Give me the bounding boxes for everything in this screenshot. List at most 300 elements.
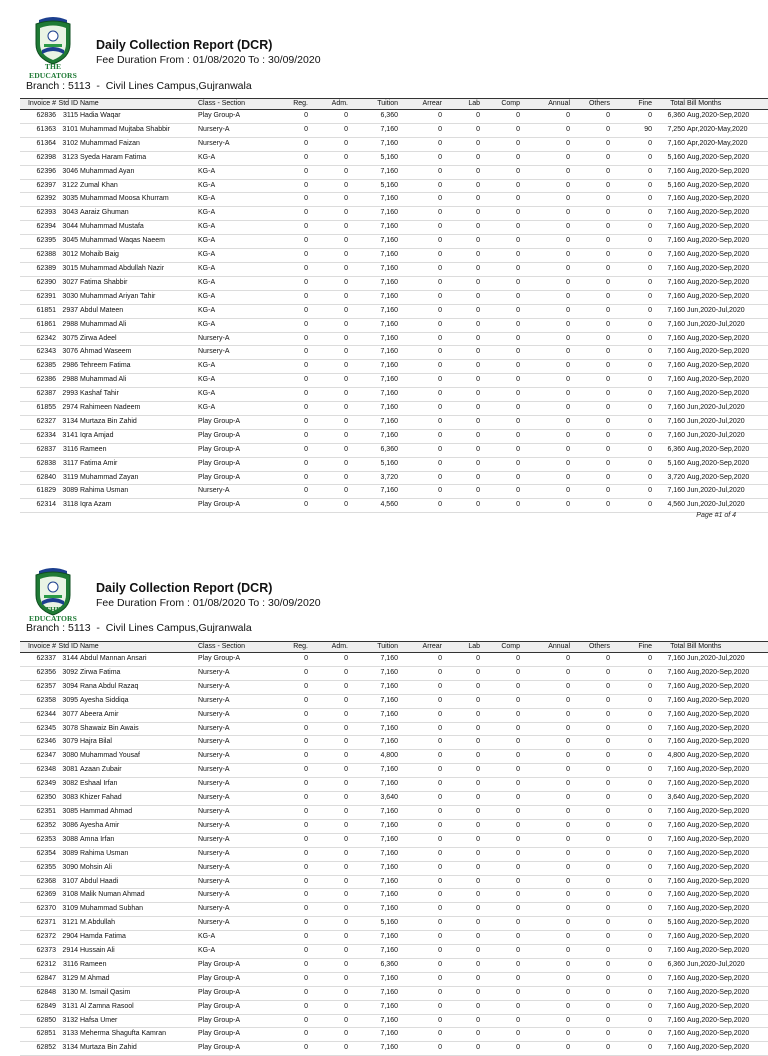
cell-adm: 0 bbox=[309, 903, 349, 917]
cell-comp: 0 bbox=[481, 374, 521, 388]
column-header-class-section: Class - Section bbox=[197, 642, 277, 653]
cell-adm: 0 bbox=[309, 861, 349, 875]
cell-class-section: Play Group-A bbox=[197, 1014, 277, 1028]
cell-tuition: 7,160 bbox=[349, 165, 399, 179]
cell-total: 7,250 bbox=[653, 123, 686, 137]
cell-total: 7,160 bbox=[653, 833, 686, 847]
cell-total: 7,160 bbox=[653, 360, 686, 374]
cell-fine: 0 bbox=[611, 694, 653, 708]
cell-tuition: 7,160 bbox=[349, 778, 399, 792]
cell-others: 0 bbox=[571, 249, 611, 263]
cell-comp: 0 bbox=[481, 653, 521, 667]
cell-lab: 0 bbox=[443, 778, 481, 792]
cell-name: Hamda Fatima bbox=[79, 931, 197, 945]
cell-bill-months: Aug,2020-Sep,2020 bbox=[686, 276, 768, 290]
cell-invoice: 62351 bbox=[20, 805, 57, 819]
cell-name: Syeda Haram Fatima bbox=[79, 151, 197, 165]
cell-comp: 0 bbox=[481, 499, 521, 513]
cell-reg: 0 bbox=[277, 1028, 309, 1042]
cell-invoice: 62353 bbox=[20, 833, 57, 847]
cell-reg: 0 bbox=[277, 986, 309, 1000]
cell-annual: 0 bbox=[521, 415, 571, 429]
cell-lab: 0 bbox=[443, 110, 481, 124]
cell-fine: 0 bbox=[611, 903, 653, 917]
cell-comp: 0 bbox=[481, 792, 521, 806]
cell-others: 0 bbox=[571, 179, 611, 193]
cell-fine: 0 bbox=[611, 262, 653, 276]
cell-adm: 0 bbox=[309, 694, 349, 708]
cell-invoice: 62391 bbox=[20, 290, 57, 304]
cell-reg: 0 bbox=[277, 833, 309, 847]
cell-others: 0 bbox=[571, 429, 611, 443]
cell-lab: 0 bbox=[443, 402, 481, 416]
cell-reg: 0 bbox=[277, 847, 309, 861]
table-row bbox=[20, 402, 768, 416]
cell-bill-months: Jun,2020-Jul,2020 bbox=[686, 653, 768, 667]
cell-invoice: 62371 bbox=[20, 917, 57, 931]
cell-adm: 0 bbox=[309, 249, 349, 263]
cell-others: 0 bbox=[571, 1028, 611, 1042]
cell-tuition: 7,160 bbox=[349, 249, 399, 263]
cell-annual: 0 bbox=[521, 221, 571, 235]
cell-reg: 0 bbox=[277, 694, 309, 708]
cell-std-id: 3044 bbox=[57, 221, 79, 235]
cell-fine: 0 bbox=[611, 889, 653, 903]
cell-reg: 0 bbox=[277, 471, 309, 485]
cell-annual: 0 bbox=[521, 708, 571, 722]
cell-total: 6,360 bbox=[653, 110, 686, 124]
cell-comp: 0 bbox=[481, 917, 521, 931]
column-header-reg: Reg. bbox=[277, 99, 309, 110]
cell-lab: 0 bbox=[443, 903, 481, 917]
column-header-bill-months: Bill Months bbox=[686, 642, 768, 653]
cell-name: Muhammad Ariyan Tahir bbox=[79, 290, 197, 304]
cell-name: Tehreem Fatima bbox=[79, 360, 197, 374]
cell-others: 0 bbox=[571, 736, 611, 750]
cell-class-section: Nursery-A bbox=[197, 750, 277, 764]
cell-comp: 0 bbox=[481, 262, 521, 276]
cell-class-section: Nursery-A bbox=[197, 833, 277, 847]
cell-arrear: 0 bbox=[399, 1042, 443, 1056]
cell-tuition: 4,560 bbox=[349, 499, 399, 513]
cell-fine: 0 bbox=[611, 708, 653, 722]
cell-class-section: KG-A bbox=[197, 165, 277, 179]
cell-fine: 0 bbox=[611, 235, 653, 249]
table-row bbox=[20, 123, 768, 137]
cell-tuition: 7,160 bbox=[349, 290, 399, 304]
cell-fine: 90 bbox=[611, 123, 653, 137]
cell-tuition: 7,160 bbox=[349, 415, 399, 429]
column-header-lab: Lab bbox=[443, 642, 481, 653]
cell-tuition: 7,160 bbox=[349, 137, 399, 151]
cell-total: 7,160 bbox=[653, 931, 686, 945]
table-row bbox=[20, 653, 768, 667]
cell-std-id: 3117 bbox=[57, 457, 79, 471]
cell-annual: 0 bbox=[521, 805, 571, 819]
cell-reg: 0 bbox=[277, 318, 309, 332]
cell-name: Rana Abdul Razaq bbox=[79, 680, 197, 694]
cell-invoice: 62337 bbox=[20, 653, 57, 667]
cell-adm: 0 bbox=[309, 750, 349, 764]
cell-annual: 0 bbox=[521, 402, 571, 416]
cell-invoice: 62386 bbox=[20, 374, 57, 388]
cell-arrear: 0 bbox=[399, 708, 443, 722]
cell-invoice: 61855 bbox=[20, 402, 57, 416]
cell-adm: 0 bbox=[309, 262, 349, 276]
cell-invoice: 62342 bbox=[20, 332, 57, 346]
cell-fine: 0 bbox=[611, 986, 653, 1000]
cell-name: Zumal Khan bbox=[79, 179, 197, 193]
cell-others: 0 bbox=[571, 861, 611, 875]
cell-tuition: 7,160 bbox=[349, 207, 399, 221]
cell-invoice: 62848 bbox=[20, 986, 57, 1000]
table-row bbox=[20, 151, 768, 165]
cell-tuition: 7,160 bbox=[349, 889, 399, 903]
cell-reg: 0 bbox=[277, 722, 309, 736]
cell-annual: 0 bbox=[521, 165, 571, 179]
cell-class-section: Nursery-A bbox=[197, 903, 277, 917]
cell-total: 7,160 bbox=[653, 736, 686, 750]
cell-adm: 0 bbox=[309, 485, 349, 499]
cell-total: 7,160 bbox=[653, 875, 686, 889]
table-row bbox=[20, 262, 768, 276]
cell-name: Iqra Azam bbox=[79, 499, 197, 513]
cell-arrear: 0 bbox=[399, 123, 443, 137]
cell-lab: 0 bbox=[443, 736, 481, 750]
cell-comp: 0 bbox=[481, 750, 521, 764]
cell-fine: 0 bbox=[611, 249, 653, 263]
cell-total: 7,160 bbox=[653, 207, 686, 221]
cell-adm: 0 bbox=[309, 110, 349, 124]
cell-std-id: 3030 bbox=[57, 290, 79, 304]
cell-reg: 0 bbox=[277, 429, 309, 443]
cell-lab: 0 bbox=[443, 360, 481, 374]
cell-comp: 0 bbox=[481, 778, 521, 792]
cell-class-section: Nursery-A bbox=[197, 847, 277, 861]
cell-others: 0 bbox=[571, 722, 611, 736]
cell-std-id: 3121 bbox=[57, 917, 79, 931]
cell-bill-months: Aug,2020-Sep,2020 bbox=[686, 805, 768, 819]
cell-name: Murtaza Bin Zahid bbox=[79, 1042, 197, 1056]
cell-bill-months: Aug,2020-Sep,2020 bbox=[686, 847, 768, 861]
cell-annual: 0 bbox=[521, 332, 571, 346]
cell-lab: 0 bbox=[443, 123, 481, 137]
cell-lab: 0 bbox=[443, 847, 481, 861]
cell-others: 0 bbox=[571, 151, 611, 165]
column-header-name: Name bbox=[79, 642, 197, 653]
cell-std-id: 3035 bbox=[57, 193, 79, 207]
cell-adm: 0 bbox=[309, 276, 349, 290]
cell-tuition: 7,160 bbox=[349, 861, 399, 875]
table-row bbox=[20, 778, 768, 792]
cell-invoice: 62847 bbox=[20, 972, 57, 986]
cell-lab: 0 bbox=[443, 819, 481, 833]
cell-adm: 0 bbox=[309, 318, 349, 332]
cell-reg: 0 bbox=[277, 792, 309, 806]
cell-fine: 0 bbox=[611, 972, 653, 986]
cell-arrear: 0 bbox=[399, 972, 443, 986]
column-header-annual: Annual bbox=[521, 642, 571, 653]
cell-comp: 0 bbox=[481, 889, 521, 903]
cell-others: 0 bbox=[571, 750, 611, 764]
cell-tuition: 7,160 bbox=[349, 1028, 399, 1042]
cell-reg: 0 bbox=[277, 708, 309, 722]
cell-std-id: 3108 bbox=[57, 889, 79, 903]
cell-std-id: 3101 bbox=[57, 123, 79, 137]
cell-others: 0 bbox=[571, 986, 611, 1000]
table-row bbox=[20, 332, 768, 346]
cell-invoice: 62388 bbox=[20, 249, 57, 263]
table-row bbox=[20, 249, 768, 263]
cell-adm: 0 bbox=[309, 680, 349, 694]
table-row bbox=[20, 1028, 768, 1042]
cell-lab: 0 bbox=[443, 276, 481, 290]
cell-class-section: Nursery-A bbox=[197, 123, 277, 137]
cell-total: 7,160 bbox=[653, 1014, 686, 1028]
cell-lab: 0 bbox=[443, 889, 481, 903]
cell-invoice: 62390 bbox=[20, 276, 57, 290]
table-row bbox=[20, 958, 768, 972]
report-title: Daily Collection Report (DCR) bbox=[96, 38, 273, 52]
cell-bill-months: Aug,2020-Sep,2020 bbox=[686, 443, 768, 457]
cell-comp: 0 bbox=[481, 1042, 521, 1056]
cell-tuition: 7,160 bbox=[349, 429, 399, 443]
cell-class-section: KG-A bbox=[197, 931, 277, 945]
cell-fine: 0 bbox=[611, 151, 653, 165]
cell-name: Azaan Zubair bbox=[79, 764, 197, 778]
cell-lab: 0 bbox=[443, 193, 481, 207]
cell-reg: 0 bbox=[277, 165, 309, 179]
cell-invoice: 62389 bbox=[20, 262, 57, 276]
cell-lab: 0 bbox=[443, 792, 481, 806]
cell-total: 3,640 bbox=[653, 792, 686, 806]
cell-lab: 0 bbox=[443, 207, 481, 221]
cell-adm: 0 bbox=[309, 1042, 349, 1056]
cell-bill-months: Aug,2020-Sep,2020 bbox=[686, 764, 768, 778]
cell-bill-months: Aug,2020-Sep,2020 bbox=[686, 708, 768, 722]
cell-bill-months: Aug,2020-Sep,2020 bbox=[686, 388, 768, 402]
cell-lab: 0 bbox=[443, 764, 481, 778]
cell-arrear: 0 bbox=[399, 792, 443, 806]
cell-lab: 0 bbox=[443, 931, 481, 945]
column-header-tuition: Tuition bbox=[349, 642, 399, 653]
cell-invoice: 62836 bbox=[20, 110, 57, 124]
cell-adm: 0 bbox=[309, 360, 349, 374]
cell-invoice: 62369 bbox=[20, 889, 57, 903]
cell-fine: 0 bbox=[611, 778, 653, 792]
table-row bbox=[20, 680, 768, 694]
cell-std-id: 2993 bbox=[57, 388, 79, 402]
cell-annual: 0 bbox=[521, 235, 571, 249]
column-header-adm: Adm. bbox=[309, 642, 349, 653]
cell-comp: 0 bbox=[481, 945, 521, 959]
cell-class-section: KG-A bbox=[197, 374, 277, 388]
cell-std-id: 3107 bbox=[57, 875, 79, 889]
cell-arrear: 0 bbox=[399, 429, 443, 443]
cell-tuition: 7,160 bbox=[349, 374, 399, 388]
cell-bill-months: Aug,2020-Sep,2020 bbox=[686, 179, 768, 193]
cell-bill-months: Aug,2020-Sep,2020 bbox=[686, 792, 768, 806]
cell-tuition: 7,160 bbox=[349, 722, 399, 736]
cell-invoice: 62355 bbox=[20, 861, 57, 875]
cell-adm: 0 bbox=[309, 653, 349, 667]
cell-total: 6,360 bbox=[653, 958, 686, 972]
cell-adm: 0 bbox=[309, 179, 349, 193]
cell-name: Muhammad Ayan bbox=[79, 165, 197, 179]
cell-reg: 0 bbox=[277, 499, 309, 513]
cell-annual: 0 bbox=[521, 861, 571, 875]
cell-name: Muhammad Faizan bbox=[79, 137, 197, 151]
cell-bill-months: Aug,2020-Sep,2020 bbox=[686, 736, 768, 750]
cell-std-id: 3119 bbox=[57, 471, 79, 485]
cell-bill-months: Aug,2020-Sep,2020 bbox=[686, 972, 768, 986]
cell-invoice: 61363 bbox=[20, 123, 57, 137]
cell-bill-months: Aug,2020-Sep,2020 bbox=[686, 165, 768, 179]
cell-arrear: 0 bbox=[399, 137, 443, 151]
cell-annual: 0 bbox=[521, 485, 571, 499]
branch-line: Branch : 5113 - Civil Lines Campus,Gujranwala bbox=[26, 622, 252, 634]
cell-comp: 0 bbox=[481, 819, 521, 833]
cell-fine: 0 bbox=[611, 374, 653, 388]
cell-lab: 0 bbox=[443, 833, 481, 847]
cell-class-section: KG-A bbox=[197, 290, 277, 304]
cell-invoice: 62346 bbox=[20, 736, 57, 750]
cell-lab: 0 bbox=[443, 179, 481, 193]
cell-bill-months: Aug,2020-Sep,2020 bbox=[686, 945, 768, 959]
cell-total: 7,160 bbox=[653, 332, 686, 346]
cell-lab: 0 bbox=[443, 443, 481, 457]
cell-invoice: 62372 bbox=[20, 931, 57, 945]
cell-std-id: 3045 bbox=[57, 235, 79, 249]
table-row bbox=[20, 290, 768, 304]
cell-total: 7,160 bbox=[653, 945, 686, 959]
cell-others: 0 bbox=[571, 374, 611, 388]
cell-arrear: 0 bbox=[399, 917, 443, 931]
cell-reg: 0 bbox=[277, 332, 309, 346]
cell-bill-months: Aug,2020-Sep,2020 bbox=[686, 457, 768, 471]
cell-reg: 0 bbox=[277, 1000, 309, 1014]
cell-adm: 0 bbox=[309, 666, 349, 680]
cell-comp: 0 bbox=[481, 429, 521, 443]
cell-annual: 0 bbox=[521, 764, 571, 778]
cell-std-id: 3132 bbox=[57, 1014, 79, 1028]
cell-name: Al Zamna Rasool bbox=[79, 1000, 197, 1014]
cell-comp: 0 bbox=[481, 137, 521, 151]
cell-comp: 0 bbox=[481, 471, 521, 485]
cell-others: 0 bbox=[571, 1042, 611, 1056]
cell-total: 7,160 bbox=[653, 653, 686, 667]
cell-reg: 0 bbox=[277, 485, 309, 499]
cell-class-section: Play Group-A bbox=[197, 415, 277, 429]
cell-lab: 0 bbox=[443, 750, 481, 764]
cell-class-section: Play Group-A bbox=[197, 972, 277, 986]
cell-arrear: 0 bbox=[399, 945, 443, 959]
cell-total: 7,160 bbox=[653, 485, 686, 499]
cell-class-section: Nursery-A bbox=[197, 137, 277, 151]
cell-arrear: 0 bbox=[399, 304, 443, 318]
cell-class-section: Nursery-A bbox=[197, 819, 277, 833]
cell-annual: 0 bbox=[521, 249, 571, 263]
cell-std-id: 3130 bbox=[57, 986, 79, 1000]
cell-others: 0 bbox=[571, 123, 611, 137]
cell-fine: 0 bbox=[611, 945, 653, 959]
cell-arrear: 0 bbox=[399, 903, 443, 917]
table-row bbox=[20, 499, 768, 513]
cell-comp: 0 bbox=[481, 332, 521, 346]
cell-arrear: 0 bbox=[399, 847, 443, 861]
cell-reg: 0 bbox=[277, 764, 309, 778]
cell-bill-months: Aug,2020-Sep,2020 bbox=[686, 249, 768, 263]
cell-class-section: KG-A bbox=[197, 945, 277, 959]
cell-lab: 0 bbox=[443, 290, 481, 304]
cell-lab: 0 bbox=[443, 221, 481, 235]
cell-tuition: 7,160 bbox=[349, 235, 399, 249]
cell-std-id: 3131 bbox=[57, 1000, 79, 1014]
cell-arrear: 0 bbox=[399, 778, 443, 792]
cell-arrear: 0 bbox=[399, 110, 443, 124]
cell-adm: 0 bbox=[309, 388, 349, 402]
cell-fine: 0 bbox=[611, 931, 653, 945]
cell-annual: 0 bbox=[521, 374, 571, 388]
cell-others: 0 bbox=[571, 290, 611, 304]
cell-adm: 0 bbox=[309, 304, 349, 318]
cell-adm: 0 bbox=[309, 235, 349, 249]
cell-others: 0 bbox=[571, 903, 611, 917]
cell-annual: 0 bbox=[521, 304, 571, 318]
cell-lab: 0 bbox=[443, 875, 481, 889]
cell-lab: 0 bbox=[443, 986, 481, 1000]
cell-others: 0 bbox=[571, 958, 611, 972]
cell-tuition: 3,720 bbox=[349, 471, 399, 485]
cell-lab: 0 bbox=[443, 485, 481, 499]
cell-tuition: 6,360 bbox=[349, 443, 399, 457]
cell-name: Hafsa Umer bbox=[79, 1014, 197, 1028]
cell-reg: 0 bbox=[277, 388, 309, 402]
cell-others: 0 bbox=[571, 360, 611, 374]
cell-annual: 0 bbox=[521, 471, 571, 485]
cell-total: 7,160 bbox=[653, 1028, 686, 1042]
cell-total: 7,160 bbox=[653, 429, 686, 443]
cell-class-section: Play Group-A bbox=[197, 653, 277, 667]
cell-adm: 0 bbox=[309, 972, 349, 986]
table-row bbox=[20, 861, 768, 875]
cell-name: Rahimeen Nadeem bbox=[79, 402, 197, 416]
column-header-bill-months: Bill Months bbox=[686, 99, 768, 110]
cell-comp: 0 bbox=[481, 1028, 521, 1042]
cell-annual: 0 bbox=[521, 722, 571, 736]
cell-comp: 0 bbox=[481, 402, 521, 416]
cell-invoice: 62387 bbox=[20, 388, 57, 402]
cell-tuition: 7,160 bbox=[349, 680, 399, 694]
cell-total: 7,160 bbox=[653, 764, 686, 778]
cell-annual: 0 bbox=[521, 750, 571, 764]
cell-reg: 0 bbox=[277, 290, 309, 304]
cell-std-id: 3123 bbox=[57, 151, 79, 165]
cell-annual: 0 bbox=[521, 151, 571, 165]
cell-others: 0 bbox=[571, 110, 611, 124]
cell-class-section: Nursery-A bbox=[197, 666, 277, 680]
cell-invoice: 62851 bbox=[20, 1028, 57, 1042]
table-row bbox=[20, 429, 768, 443]
cell-bill-months: Aug,2020-Sep,2020 bbox=[686, 151, 768, 165]
cell-invoice: 62327 bbox=[20, 415, 57, 429]
cell-invoice: 62312 bbox=[20, 958, 57, 972]
cell-others: 0 bbox=[571, 931, 611, 945]
cell-reg: 0 bbox=[277, 1014, 309, 1028]
cell-class-section: Nursery-A bbox=[197, 792, 277, 806]
cell-name: M. Ismail Qasim bbox=[79, 986, 197, 1000]
cell-lab: 0 bbox=[443, 151, 481, 165]
